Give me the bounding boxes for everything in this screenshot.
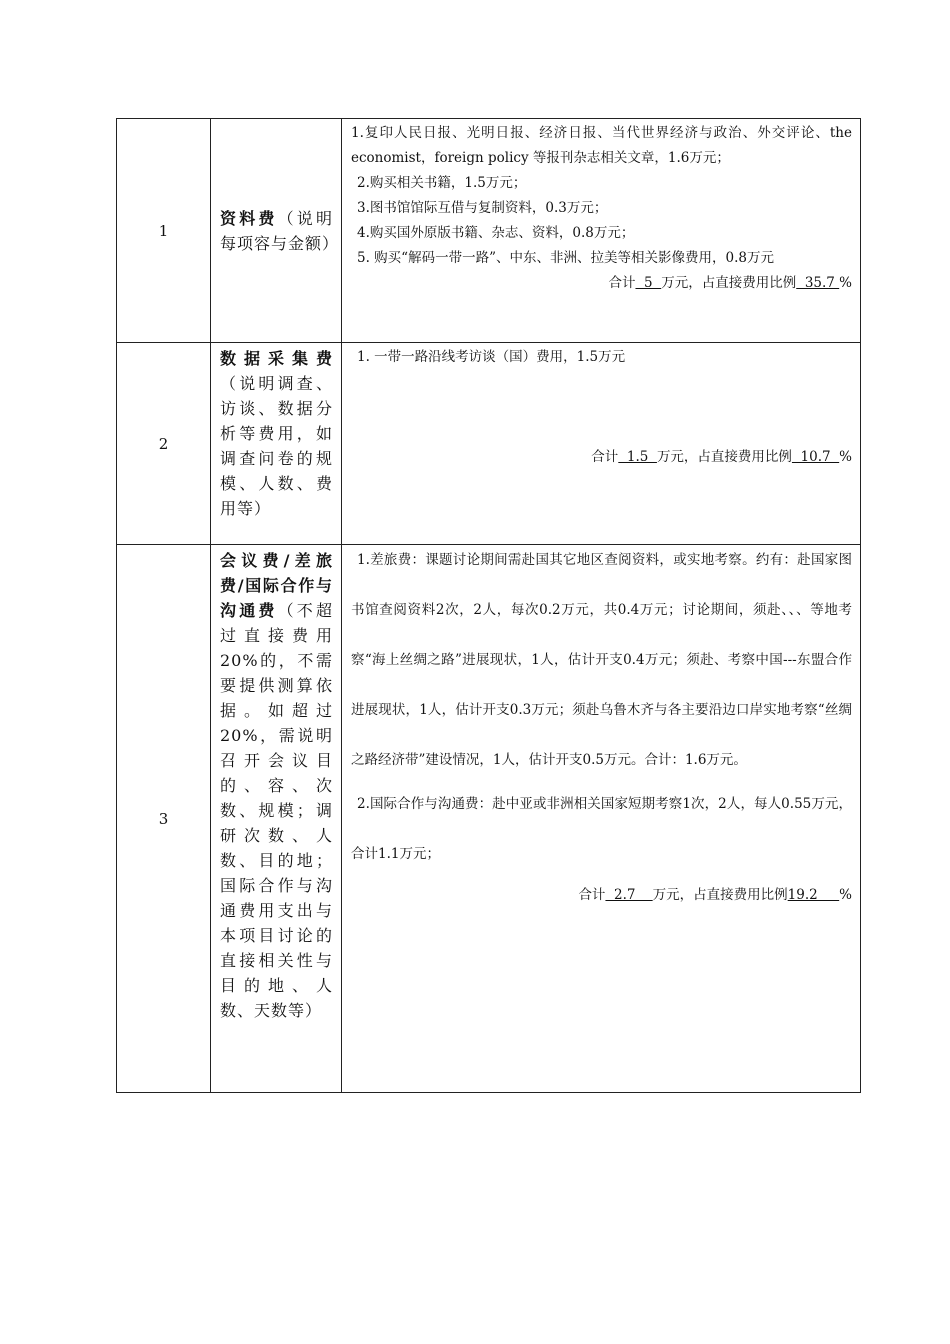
category-note: （说明调查、访谈、数据分析等费用，如调查问卷的规模、人数、费用等）: [220, 374, 333, 518]
category-title: 资料费: [220, 209, 278, 228]
row-number: 1: [117, 119, 211, 343]
subtotal-prefix: 合计: [591, 449, 619, 465]
category-title: 数据采集费: [220, 349, 333, 368]
expense-item: 1. 一带一路沿线考访谈（国）费用，1.5万元: [357, 349, 626, 365]
subtotal-suffix: %: [839, 887, 852, 903]
subtotal-middle: 万元，占直接费用比例: [661, 275, 797, 291]
subtotal-prefix: 合计: [578, 887, 606, 903]
subtotal-line: [351, 271, 852, 296]
subtotal-line: [351, 883, 852, 908]
subtotal-ratio: 19.2: [787, 887, 840, 903]
expense-item: 1.差旅费：课题讨论期间需赴国其它地区查阅资料，或实地考察。约有：赴国家图书馆查阅资料2次，2人，每次0.2万元，共0.4万元；讨论期间，须赴、、、等地考察“海上丝绸之路”进展现状，1人，估计开支0.4万元；须赴、考察中国---东盟合作进展现状，1人，估计开支0.3万元；须赴乌鲁木齐与各主要沿边口岸实地考察“丝绸之路经济带”建设情况，1人，估计开支0.5万元。合计：1.6万元。: [351, 552, 852, 768]
expense-item: 1.复印人民日报、光明日报、经济日报、当代世界经济与政治、外交评论、the economist，foreign policy 等报刊杂志相关文章，1.6万元；: [351, 125, 852, 166]
subtotal-ratio: 35.7: [796, 275, 840, 291]
row-number: 2: [117, 343, 211, 545]
subtotal-suffix: %: [839, 275, 852, 291]
subtotal-line: [351, 445, 852, 470]
subtotal-ratio: 10.7: [791, 449, 840, 465]
subtotal-prefix: 合计: [608, 275, 636, 291]
category-note: （不超过直接费用20%的，不需要提供测算依据。如超过20%，需说明召开会议目的、容、次数、规模；调研次数、人数、目的地；国际合作与沟通费用支出与本项目讨论的直接相关性与目的地、人数、天数等）: [220, 601, 333, 1020]
category-label: [211, 343, 342, 545]
expense-details: [342, 343, 861, 545]
expense-item: 2.购买相关书籍，1.5万元；: [357, 175, 527, 191]
row-number: 3: [117, 545, 211, 1093]
expense-item: 3.图书馆馆际互借与复制资料，0.3万元；: [357, 200, 608, 216]
subtotal-amount: 2.7: [605, 887, 653, 903]
subtotal-middle: 万元，占直接费用比例: [656, 449, 792, 465]
budget-table: [116, 118, 861, 1093]
category-note: （说明每项容与金额）: [220, 209, 340, 253]
category-label: [211, 119, 342, 343]
subtotal-suffix: %: [839, 449, 852, 465]
table-row: [117, 119, 861, 343]
subtotal-middle: 万元，占直接费用比例: [652, 887, 788, 903]
expense-item: 4.购买国外原版书籍、杂志、资料，0.8万元；: [357, 225, 635, 241]
expense-details: [342, 119, 861, 343]
expense-details: [342, 545, 861, 1093]
subtotal-amount: 1.5: [618, 449, 657, 465]
subtotal-amount: 5: [635, 275, 662, 291]
expense-item: 2.国际合作与沟通费：赴中亚或非洲相关国家短期考察1次，2人，每人0.55万元，合计1.1万元；: [351, 796, 852, 862]
expense-item: 5. 购买“解码一带一路”、中东、非洲、拉美等相关影像费用，0.8万元: [357, 250, 774, 266]
table-row: [117, 343, 861, 545]
table-row: [117, 545, 861, 1093]
category-title: 会议费/差旅费/国际合作与沟通费: [220, 551, 333, 620]
category-label: [211, 545, 342, 1093]
